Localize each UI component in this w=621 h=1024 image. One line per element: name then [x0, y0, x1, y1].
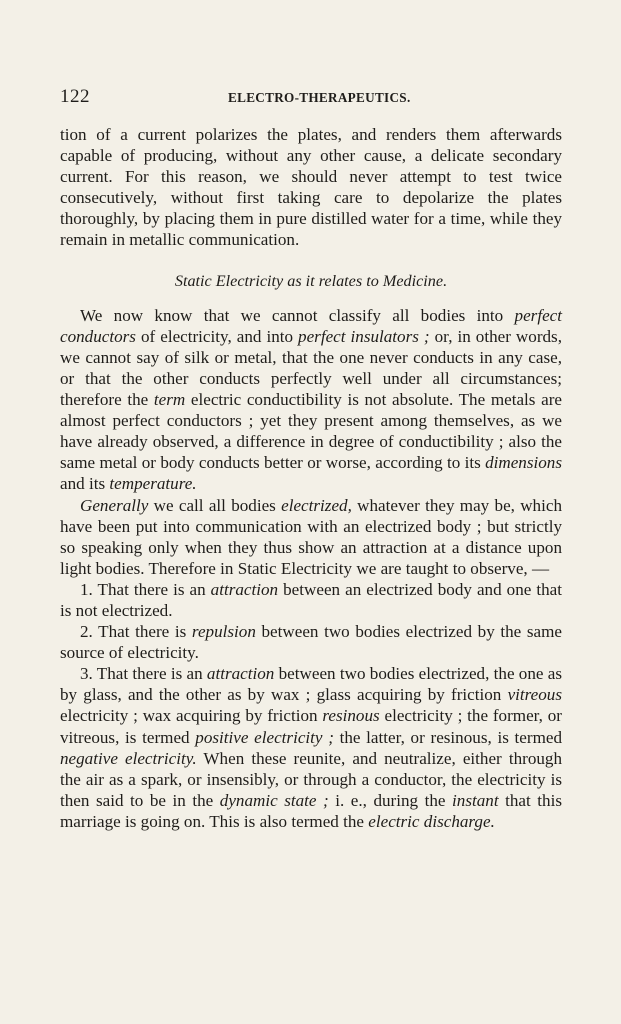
emphasis-electric-discharge: electric discharge.: [368, 811, 495, 831]
text-run: whatever they may be, which have been put into communication with an electrized body ; but strictly so speaking only when they thus show an attraction at a distance upon light bodies. Therefore in Static Electricity we are taught to observe, —: [60, 495, 562, 578]
body-text: [60, 124, 562, 832]
emphasis-negative-electricity: negative electricity.: [60, 748, 197, 768]
text-run: When these reunite, and neutralize, either through the air as a spark, or insensibly, or through a conductor, the electricity is then said to be in the: [60, 748, 563, 810]
text-run: i. e., during the: [328, 790, 453, 810]
emphasis-resinous: resinous: [322, 706, 380, 726]
text-run: between two bodies electrized by the same source of electricity.: [60, 622, 563, 663]
emphasis-perfect-insulators: perfect insulators ;: [298, 326, 430, 346]
text-run: the latter, or resinous, is termed: [333, 727, 562, 747]
emphasis-temperature: temperature.: [109, 474, 197, 494]
text-run: electric conductibility is not absolute. The metals are almost perfect conductors ; yet they present among themselves, as we have already observed, a difference in degree of conductibility ; also the same metal or body conducts better or worse, according to its: [60, 390, 562, 473]
text-run: electricity ; wax acquiring by friction: [60, 706, 323, 726]
emphasis-attraction: attraction: [210, 579, 279, 599]
text-run: that this marriage is going on. This is also termed the: [60, 790, 562, 831]
list-item-3: [60, 663, 562, 832]
emphasis-electrized: electrized,: [281, 495, 352, 515]
running-title: ELECTRO-THERAPEUTICS.: [228, 90, 411, 105]
text-run: electricity ; the former, or vitreous, is termed: [60, 706, 562, 747]
text-run: We now know that we cannot classify all bodies into: [80, 305, 515, 325]
text-run: between an electrized body and one that is not electrized.: [60, 579, 562, 620]
text-run: between two bodies electrized, the one as by glass, and the other as by wax ; glass acquiring by friction: [60, 664, 562, 705]
emphasis-attraction: attraction: [206, 664, 275, 684]
section-heading: Static Electricity as it relates to Medicine.: [174, 271, 448, 290]
text-run: we call all bodies: [148, 495, 282, 515]
text-run: 2. That there is: [80, 622, 192, 642]
emphasis-repulsion: repulsion: [191, 622, 256, 642]
emphasis-dynamic-state: dynamic state ;: [219, 790, 329, 810]
text-run: of electricity, and into: [135, 326, 299, 346]
text-run: and its: [60, 474, 110, 494]
page-number: 122: [60, 86, 90, 107]
emphasis-instant: instant: [452, 790, 499, 810]
page-header: [60, 86, 560, 108]
text-run: or, in other words, we cannot say of silk or metal, that the one never conducts in any case, or that the other conducts perfectly well under all circumstances; therefore the: [60, 326, 562, 410]
emphasis-dimensions: dimensions: [485, 453, 562, 473]
list-item-2: [60, 621, 562, 663]
paragraph-electrized: [60, 495, 562, 579]
emphasis-vitreous: vitreous: [507, 685, 562, 705]
emphasis-term: term: [153, 390, 186, 410]
emphasis-generally: Generally: [80, 495, 149, 515]
text-run: 3. That there is an: [80, 664, 207, 684]
paragraph-continued: [60, 124, 562, 251]
paragraph-text: tion of a current polarizes the plates, and renders them afterwards capable of producing, without any other cause, a delicate secondary current. For this reason, we should never attempt to test twice consecutively, without first taking care to depolarize the plates thoroughly, by placing them in pure distilled water for a time, while they remain in metallic communication.: [60, 125, 562, 250]
emphasis-positive-electricity: positive electricity ;: [195, 727, 334, 747]
text-run: 1. That there is an: [80, 579, 211, 599]
emphasis-perfect-conductors: perfect conductors: [60, 305, 562, 346]
paragraph-conductors: [60, 305, 562, 495]
list-item-1: [60, 579, 562, 621]
